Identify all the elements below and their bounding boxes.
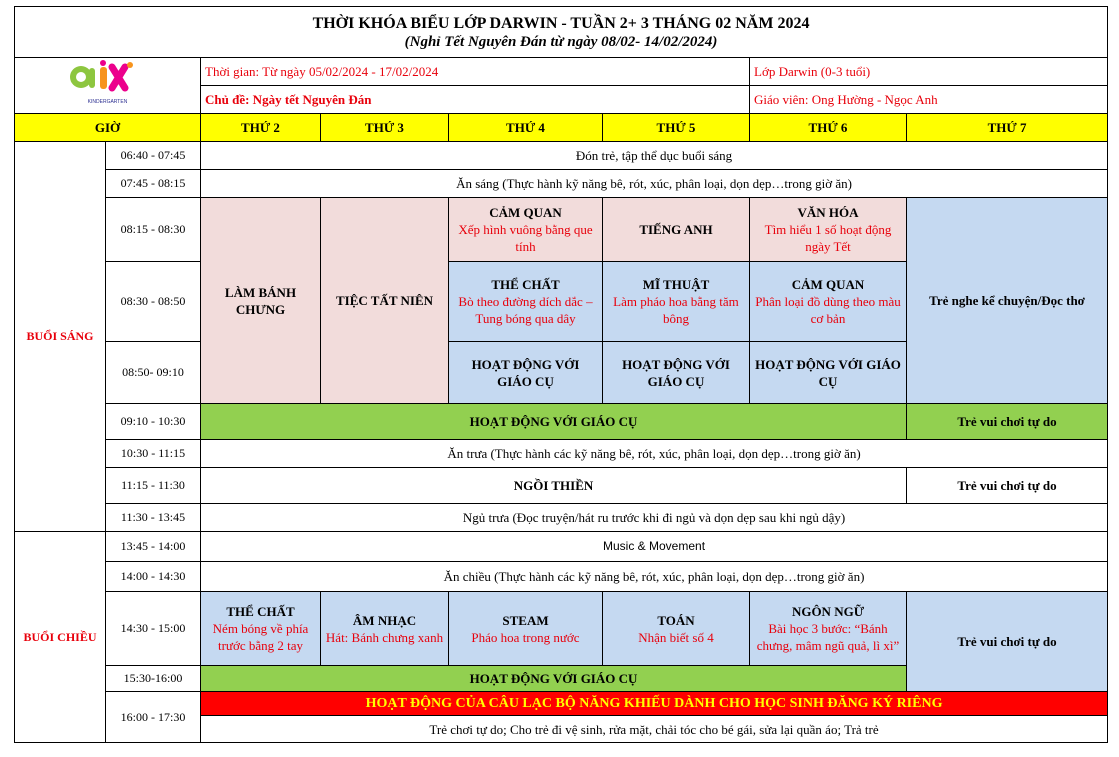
time-slot: 13:45 - 14:00 — [106, 532, 201, 562]
activity-thu-pm — [603, 592, 750, 666]
time-slot: 09:10 - 10:30 — [106, 404, 201, 440]
activity-tue-morning: TIỆC TẤT NIÊN — [321, 198, 449, 404]
time-slot: 06:40 - 07:45 — [106, 142, 201, 170]
activity-desc: Tìm hiểu 1 số hoạt động ngày Tết — [764, 222, 892, 254]
activity-title: CẢM QUAN — [791, 277, 865, 292]
activity-title: NGÔN NGỮ — [791, 604, 865, 619]
activity-music: Music & Movement — [201, 532, 1108, 562]
logo-cell — [15, 58, 201, 114]
col-sat-header: THỨ 7 — [907, 114, 1108, 142]
time-range: Thời gian: Từ ngày 05/02/2024 - 17/02/2024 — [201, 58, 750, 86]
activity-fri-1 — [750, 198, 907, 262]
activity-fri-pm — [750, 592, 907, 666]
activity-desc: Bài học 3 bước: “Bánh chưng, mâm ngũ quả, lì xì” — [756, 621, 900, 653]
col-wed-header: THỨ 4 — [449, 114, 603, 142]
activity-title: STEAM — [502, 612, 549, 628]
time-slot: 14:00 - 14:30 — [106, 562, 201, 592]
activity-snack: Ăn chiều (Thực hành các kỹ năng bê, rót, xúc, phân loại, dọn dẹp…trong giờ ăn) — [201, 562, 1108, 592]
activity-thu-3: HOẠT ĐỘNG VỚI GIÁO CỤ — [603, 342, 750, 404]
col-tue-header: THỨ 3 — [321, 114, 449, 142]
activity-mon-morning: LÀM BÁNH CHƯNG — [201, 198, 321, 404]
activity-club: HOẠT ĐỘNG CỦA CÂU LẠC BỘ NĂNG KHIẾU DÀNH CHO HỌC SINH ĐĂNG KÝ RIÊNG — [201, 692, 1108, 716]
time-slot: 08:50- 09:10 — [106, 342, 201, 404]
time-slot: 14:30 - 15:00 — [106, 592, 201, 666]
activity-desc: Hát: Bánh chưng xanh — [325, 629, 444, 645]
teachers: Giáo viên: Ong Hường - Ngọc Anh — [750, 86, 1108, 114]
time-slot: 11:15 - 11:30 — [106, 468, 201, 504]
page-title: THỜI KHÓA BIỂU LỚP DARWIN - TUẦN 2+ 3 THÁNG 02 NĂM 2024 — [312, 14, 810, 32]
class-name: Lớp Darwin (0-3 tuổi) — [750, 58, 1108, 86]
activity-desc: Ném bóng về phía trước bằng 2 tay — [212, 621, 309, 653]
activity-title: MĨ THUẬT — [642, 277, 710, 292]
activity-tools-morning: HOẠT ĐỘNG VỚI GIÁO CỤ — [201, 404, 907, 440]
activity-nap: Ngủ trưa (Đọc truyện/hát ru trước khi đi ngủ và dọn dẹp sau khi ngủ dậy) — [201, 504, 1108, 532]
col-time-header: GIỜ — [15, 114, 201, 142]
activity-desc: Bò theo đường dích dắc – Tung bóng qua dây — [458, 294, 593, 326]
activity-title: THỂ CHẤT — [226, 604, 295, 619]
activity-sat-pm: Trẻ vui chơi tự do — [907, 592, 1108, 692]
theme: Chủ đề: Ngày tết Nguyên Đán — [201, 86, 750, 114]
activity-desc: Nhận biết số 4 — [638, 629, 714, 645]
session-morning: BUỔI SÁNG — [15, 142, 106, 532]
time-slot: 08:15 - 08:30 — [106, 198, 201, 262]
activity-meditation: NGỒI THIỀN — [201, 468, 907, 504]
col-mon-header: THỨ 2 — [201, 114, 321, 142]
timetable — [14, 6, 1108, 743]
logo-label: KINDERGARTEN — [87, 98, 128, 105]
time-slot: 10:30 - 11:15 — [106, 440, 201, 468]
col-thu-header: THỨ 5 — [603, 114, 750, 142]
col-fri-header: THỨ 6 — [750, 114, 907, 142]
activity-thu-2 — [603, 262, 750, 342]
activity-fri-2 — [750, 262, 907, 342]
title-cell — [15, 7, 1108, 58]
time-slot: 08:30 - 08:50 — [106, 262, 201, 342]
activity-mon-pm — [201, 592, 321, 666]
activity-welcome: Đón trẻ, tập thể dục buổi sáng — [201, 142, 1108, 170]
time-slot: 11:30 - 13:45 — [106, 504, 201, 532]
activity-sat-morning: Trẻ nghe kể chuyện/Đọc thơ — [907, 198, 1108, 404]
activity-wed-3: HOẠT ĐỘNG VỚI GIÁO CỤ — [449, 342, 603, 404]
activity-thu-1: TIẾNG ANH — [603, 198, 750, 262]
activity-breakfast: Ăn sáng (Thực hành kỹ năng bê, rót, xúc, phân loại, dọn dẹp…trong giờ ăn) — [201, 170, 1108, 198]
time-slot: 16:00 - 17:30 — [106, 692, 201, 743]
activity-title: THỂ CHẤT — [491, 277, 560, 292]
activity-title: ÂM NHẠC — [352, 612, 417, 628]
activity-wed-1 — [449, 198, 603, 262]
activity-wed-pm — [449, 592, 603, 666]
session-afternoon: BUỔI CHIỀU — [15, 532, 106, 743]
activity-title: CẢM QUAN — [489, 205, 562, 220]
time-slot: 07:45 - 08:15 — [106, 170, 201, 198]
activity-title: TOÁN — [657, 612, 695, 628]
activity-tue-pm — [321, 592, 449, 666]
activity-desc: Làm pháo hoa bằng tăm bông — [613, 294, 739, 326]
activity-sat-free: Trẻ vui chơi tự do — [907, 404, 1108, 440]
activity-fri-3: HOẠT ĐỘNG VỚI GIÁO CỤ — [750, 342, 907, 404]
activity-lunch: Ăn trưa (Thực hành các kỹ năng bê, rót, xúc, phân loại, dọn dẹp…trong giờ ăn) — [201, 440, 1108, 468]
activity-sat-free: Trẻ vui chơi tự do — [907, 468, 1108, 504]
time-slot: 15:30-16:00 — [106, 666, 201, 692]
activity-desc: Pháo hoa trong nước — [471, 629, 580, 645]
page-subtitle: (Nghỉ Tết Nguyên Đán từ ngày 08/02- 14/02/2024) — [404, 33, 718, 50]
activity-free-play: Trẻ chơi tự do; Cho trẻ đi vệ sinh, rửa mặt, chải tóc cho bé gái, sửa lại quần áo; Trả trẻ — [201, 716, 1108, 743]
activity-desc: Xếp hình vuông bằng que tính — [458, 222, 593, 254]
activity-tools-afternoon: HOẠT ĐỘNG VỚI GIÁO CỤ — [201, 666, 907, 692]
school-logo — [19, 59, 196, 113]
activity-desc: Phân loại đồ dùng theo màu cơ bản — [755, 294, 901, 326]
activity-wed-2 — [449, 262, 603, 342]
activity-title: VĂN HÓA — [797, 205, 859, 220]
